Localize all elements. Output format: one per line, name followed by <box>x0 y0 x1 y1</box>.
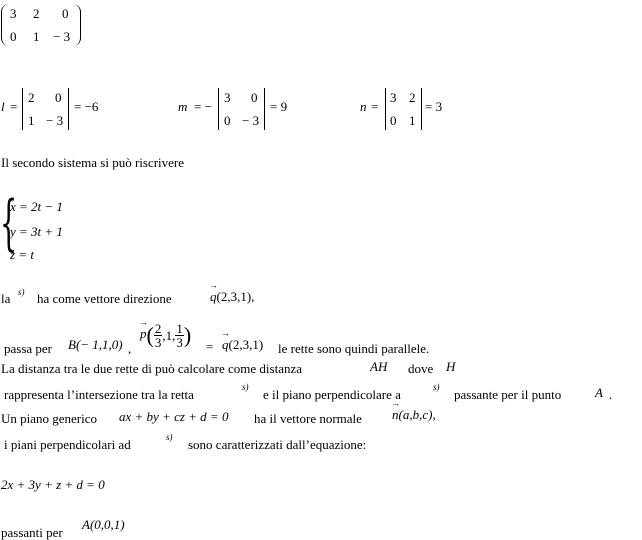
system-eq1: x = 2t − 1 <box>10 199 63 214</box>
matrix-cell: 2 <box>33 6 40 21</box>
det-bar <box>68 88 69 130</box>
system-eq3: z = t <box>10 247 34 262</box>
det-cell: − 3 <box>242 113 260 128</box>
fraction <box>175 322 184 349</box>
represents-point-a: A <box>595 385 603 400</box>
plane-text2: ha il vettore normale <box>254 411 362 426</box>
det-m-name: m <box>178 99 188 114</box>
vector-q: → q <box>210 290 217 303</box>
plane-equation: ax + by + cz + d = 0 <box>119 409 229 424</box>
matrix-left-paren <box>1 4 10 46</box>
through-text: passanti per <box>1 525 63 540</box>
distance-text: La distanza tra le due rette di può calcolare come distanza <box>1 361 303 376</box>
matrix-right-paren <box>72 4 81 46</box>
plane-suffix: , <box>432 407 436 422</box>
passes-text: le rette sono quindi parallele. <box>278 341 430 356</box>
matrix <box>1 4 81 46</box>
fraction-den: 3 <box>154 335 162 350</box>
det-bar <box>218 88 219 130</box>
det-m-eq: = − <box>194 99 212 114</box>
direction-s-label: s) <box>18 287 25 297</box>
direction-text: ha come vettore direzione <box>37 291 172 306</box>
vector-q-coords: (2,3,1) <box>216 289 252 304</box>
represents-s-label1: s) <box>242 382 249 392</box>
passes-vector-p <box>140 322 191 349</box>
det-cell: − 3 <box>46 113 64 128</box>
represents-suffix: . <box>609 387 613 402</box>
det-bar <box>421 88 422 130</box>
direction-suffix: , <box>251 289 255 304</box>
intro-line: Il secondo sistema si può riscrivere <box>1 155 185 170</box>
det-cell: 3 <box>390 90 397 105</box>
matrix-cell: 3 <box>10 6 17 21</box>
det-cell: 3 <box>224 90 231 105</box>
vector-q: → q <box>222 338 229 351</box>
vector-p: → p <box>140 327 147 340</box>
det-cell: 2 <box>28 90 35 105</box>
represents-text1: rappresenta l’intersezione tra la retta <box>4 387 194 402</box>
det-l-name: l <box>1 99 5 114</box>
distance-dove: dove <box>408 361 434 376</box>
distance-segment: AH <box>370 359 388 374</box>
det-bar <box>385 88 386 130</box>
represents-s-label2: s) <box>433 382 440 392</box>
distance-point-h: H <box>446 359 456 374</box>
det-l-result: = −6 <box>74 99 99 114</box>
det-n-result: = 3 <box>425 99 443 114</box>
plane-equation-specific: 2x + 3y + z + d = 0 <box>1 477 105 492</box>
p-mid: ,1, <box>162 328 176 343</box>
plane-vector <box>392 408 436 421</box>
perp-s-label: s) <box>166 432 173 442</box>
det-m-result: = 9 <box>270 99 288 114</box>
det-n-eq: = <box>371 99 379 114</box>
matrix-cell: 1 <box>33 29 40 44</box>
det-cell: 1 <box>409 113 416 128</box>
passes-eq: = <box>206 339 214 354</box>
vector-n: → n <box>392 408 399 421</box>
det-l-eq: = <box>10 99 18 114</box>
det-cell: 1 <box>28 113 35 128</box>
represents-text3: passante per il punto <box>454 387 562 402</box>
det-cell: 2 <box>409 90 416 105</box>
plane-text1: Un piano generico <box>1 411 98 426</box>
fraction-num: 2 <box>154 321 162 336</box>
direction-prefix: la <box>1 291 11 306</box>
det-bar <box>264 88 265 130</box>
det-bar <box>22 88 23 130</box>
represents-text2: e il piano perpendicolare a <box>263 387 401 402</box>
passes-vector-q <box>222 338 263 351</box>
fraction-den: 3 <box>176 335 183 350</box>
through-point-a: A(0,0,1) <box>82 517 125 532</box>
passes-point-b: B(− 1,1,0) <box>68 337 123 352</box>
matrix-cell: 0 <box>62 6 69 21</box>
system-eq2: y = 3t + 1 <box>10 224 63 239</box>
matrix-cell: 0 <box>10 29 17 44</box>
perp-text1: i piani perpendicolari ad <box>4 437 131 452</box>
p-close: ) <box>183 322 192 348</box>
system-brace: { <box>0 188 18 258</box>
det-cell: 0 <box>224 113 231 128</box>
direction-vector <box>210 290 254 303</box>
perp-text2: sono caratterizzati dall’equazione: <box>188 437 367 452</box>
det-cell: 0 <box>55 90 62 105</box>
passes-comma: , <box>128 341 132 356</box>
passes-prefix: passa per <box>4 341 53 356</box>
det-cell: 0 <box>390 113 397 128</box>
fraction-num: 1 <box>176 321 183 336</box>
vector-n-coords: (a,b,c) <box>398 407 433 422</box>
matrix-cell: − 3 <box>53 29 71 44</box>
det-n-name: n <box>360 99 367 114</box>
vector-q-coords: (2,3,1) <box>228 337 264 352</box>
det-n <box>385 88 425 130</box>
p-open: ( <box>146 322 154 348</box>
det-m <box>218 88 268 130</box>
det-l <box>22 88 72 130</box>
det-cell: 0 <box>251 90 258 105</box>
